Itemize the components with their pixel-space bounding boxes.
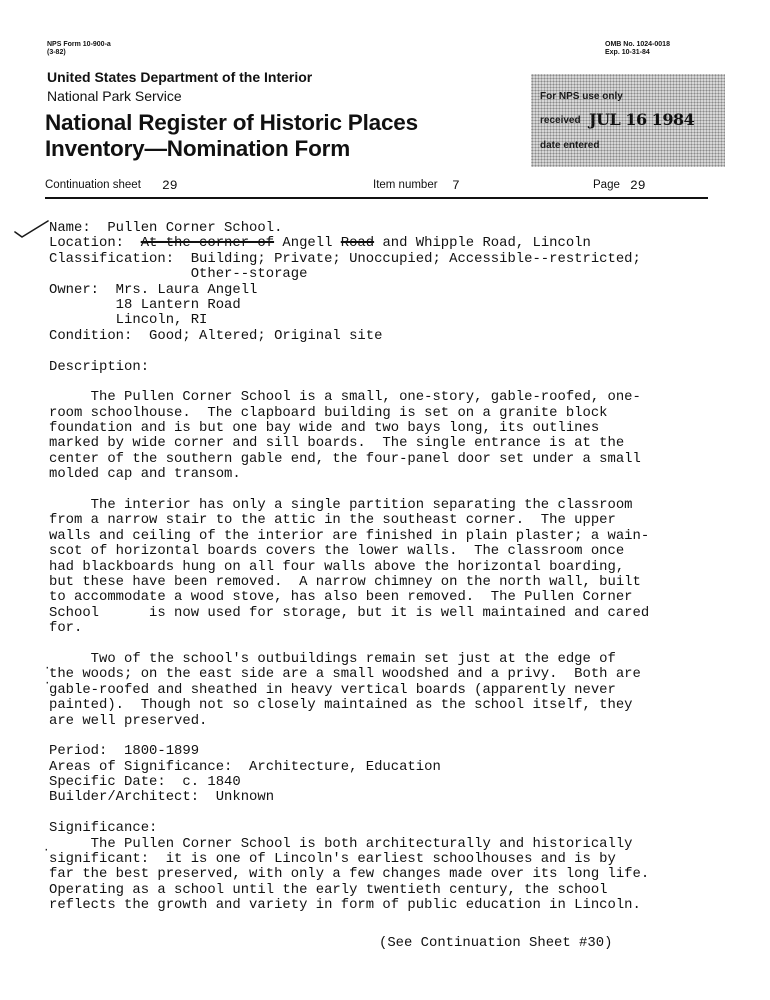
- paragraph-line: room schoolhouse. The clapboard building is set on a granite block: [49, 404, 608, 421]
- description-paragraph-3: [49, 652, 719, 729]
- omb-number: OMB No. 1024-0018: [605, 41, 670, 48]
- paragraph-line: from a narrow stair to the attic in the southeast corner. The upper: [49, 512, 616, 529]
- form-title-line2: Inventory—Nomination Form: [45, 136, 351, 161]
- item-number-value: 7: [452, 178, 460, 193]
- classification-line: Classification: Building; Private; Unoccupied; Accessible--restricted;: [49, 250, 641, 267]
- agency-department: United States Department of the Interior: [47, 69, 313, 85]
- paragraph-line: molded cap and transom.: [49, 466, 241, 483]
- paragraph-line: to accommodate a wood stove, has also been removed. The Pullen Corner: [49, 589, 633, 606]
- paragraph-line: gable-roofed and sheathed in heavy vertical boards (apparently never: [49, 681, 616, 698]
- paragraph-line: are well preserved.: [49, 712, 208, 729]
- nomination-text: [49, 221, 719, 914]
- owner-line: 18 Lantern Road: [49, 296, 241, 313]
- received-label: received: [540, 115, 581, 126]
- condition-line: Condition: Good; Altered; Original site: [49, 327, 383, 344]
- classification-line: Other--storage: [49, 266, 308, 283]
- continuation-sheet-value: 29: [162, 178, 178, 193]
- continuation-note: (See Continuation Sheet #30): [379, 935, 613, 951]
- date-entered-label: date entered: [540, 140, 600, 151]
- form-title-line1: National Register of Historic Places: [45, 110, 418, 135]
- paragraph-line: Two of the school's outbuildings remain set just at the edge of: [49, 650, 616, 667]
- paragraph-line: The Pullen Corner School is a small, one-story, gable-roofed, one-: [49, 389, 641, 406]
- significance-paragraph: [49, 837, 719, 914]
- areas-of-significance-line: Areas of Significance: Architecture, Education: [49, 758, 441, 775]
- paragraph-line: walls and ceiling of the interior are finished in plain plaster; a wain-: [49, 527, 650, 544]
- paragraph-line: painted). Though not so closely maintained as the school itself, they: [49, 697, 633, 714]
- paragraph-line: center of the southern gable end, the four-panel door set under a small: [49, 450, 641, 467]
- continuation-sheet-label: Continuation sheet: [45, 179, 141, 191]
- nps-use-label: For NPS use only: [540, 91, 623, 102]
- margin-tick-mark: ·: [44, 663, 51, 675]
- paragraph-line: marked by wide corner and sill boards. The single entrance is at the: [49, 435, 625, 452]
- page-label: Page: [593, 179, 620, 191]
- paragraph-line: School is now used for storage, but it is well maintained and cared: [49, 604, 650, 621]
- owner-line: Lincoln, RI: [49, 312, 208, 329]
- property-location: Location: At the corner of Angell Road and Whipple Road, Lincoln: [49, 235, 591, 252]
- header-divider: [45, 197, 708, 199]
- paragraph-line: reflects the growth and variety in form of public education in Lincoln.: [49, 897, 641, 914]
- struck-text: Road: [340, 235, 375, 252]
- paragraph-line: had blackboards hung on all four walls above the horizontal boarding,: [49, 558, 625, 575]
- description-paragraph-1: [49, 390, 719, 482]
- property-name: Name: Pullen Corner School.: [49, 220, 283, 236]
- description-paragraph-2: [49, 498, 719, 637]
- significance-heading: Significance:: [49, 820, 158, 837]
- paragraph-line: The Pullen Corner School is both architecturally and historically: [49, 835, 633, 852]
- paragraph-line: but these have been removed. A narrow chimney on the north wall, built: [49, 573, 641, 590]
- margin-tick-mark: ·: [43, 845, 50, 857]
- form-number: NPS Form 10-900-a: [47, 41, 111, 48]
- period-line: Period: 1800-1899: [49, 743, 200, 760]
- specific-date-line: Specific Date: c. 1840: [49, 774, 241, 791]
- paragraph-line: for.: [49, 620, 83, 637]
- struck-text: At the corner of: [140, 235, 275, 252]
- description-heading: Description:: [49, 358, 150, 375]
- agency-service: National Park Service: [47, 88, 182, 104]
- check-mark-icon: [14, 219, 50, 239]
- paragraph-line: foundation and is but one bay wide and two bays long, its outlines: [49, 420, 600, 437]
- paragraph-line: far the best preserved, with only a few changes made over its long life.: [49, 866, 650, 883]
- expiration-date: Exp. 10-31-84: [605, 49, 650, 56]
- paragraph-line: The interior has only a single partition separating the classroom: [49, 497, 633, 514]
- item-number-label: Item number: [373, 179, 438, 191]
- paragraph-line: Operating as a school until the early twentieth century, the school: [49, 881, 608, 898]
- paragraph-line: significant: it is one of Lincoln's earliest schoolhouses and is by: [49, 851, 616, 868]
- received-date-stamp: JUL 16 1984: [589, 110, 695, 129]
- page-value: 29: [630, 178, 646, 193]
- margin-tick-mark: ·: [44, 678, 51, 690]
- nps-use-box: [531, 74, 725, 167]
- builder-architect-line: Builder/Architect: Unknown: [49, 789, 275, 806]
- paragraph-line: the woods; on the east side are a small woodshed and a privy. Both are: [49, 666, 641, 683]
- paragraph-line: scot of horizontal boards covers the lower walls. The classroom once: [49, 543, 625, 560]
- owner-line: Owner: Mrs. Laura Angell: [49, 281, 258, 298]
- form-date: (3-82): [47, 49, 66, 56]
